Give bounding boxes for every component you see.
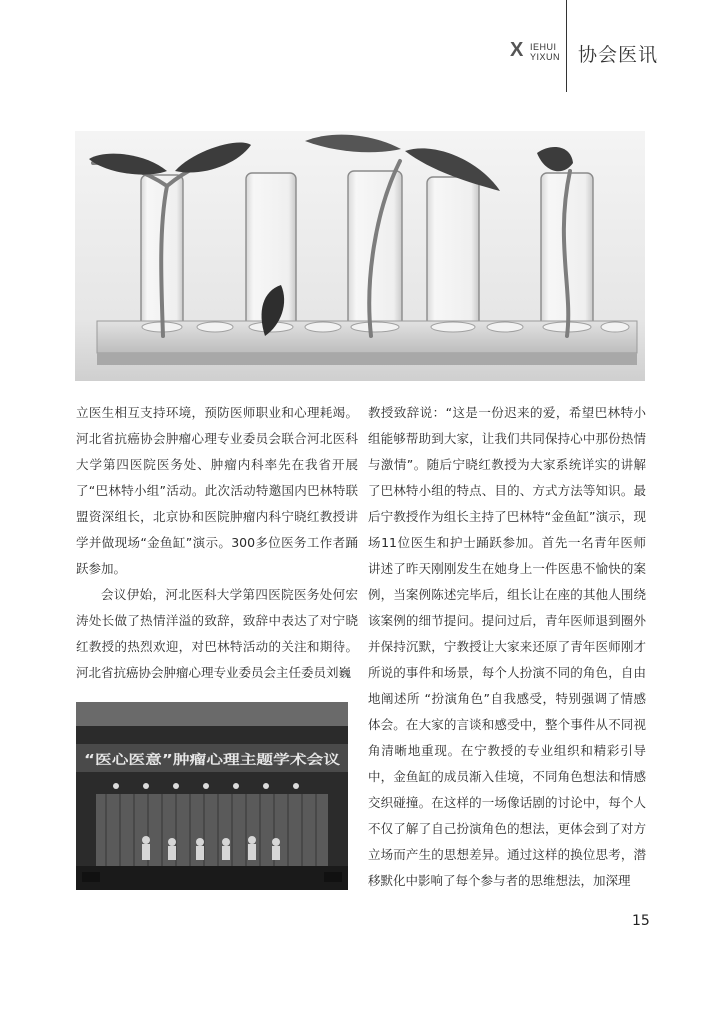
left-text-column xyxy=(76,400,358,686)
logo-bottom-text: YIXUN xyxy=(530,52,561,62)
logo-top-text: IEHUI xyxy=(530,42,557,52)
magazine-logo xyxy=(510,38,566,78)
page-number: 15 xyxy=(632,913,650,929)
logo-letter: X xyxy=(510,39,524,61)
section-title: 协会医讯 xyxy=(578,44,659,66)
right-text-column xyxy=(368,400,646,894)
banner-text: “医心医意”肿瘤心理主题学术会议 xyxy=(84,753,284,768)
right-paragraph-1: 教授致辞说：“这是一份迟来的爱，希望巴林特小组能够帮助到大家，让我们共同保持心中那份热情与激情”。随后宁晓红教授为大家系统详实的讲解了巴林特小组的特点、目的、方式方法等知识。最后宁教授作为组长主持了巴林特“金鱼缸”演示，现场11位医生和护士踊跃参加。首先一名青年医师讲述了昨天刚刚发生在她身上一件医患不愉快的案例，当案例陈述完毕后，组长让在座的其他人围绕该案例的细节提问。提问过后，青年医师退到圈外并保持沉默，宁教授让大家来还原了青年医师刚才所说的事件和场景，每个人扮演不同的角色，自由地阐述所 “扮演角色”自我感受，特别强调了情感体会。在大家的言谈和感受中，整个事件从不同视角清晰地重现。在宁教授的专业组织和精彩引导中，金鱼缸的成员渐入佳境，不同角色想法和情感交织碰撞。在这样的一场像话剧的讨论中，每个人不仅了解了自己扮演角色的想法，更体会到了对方立场而产生的思想差异。通过这样的换位思考，潜移默化中影响了每个参与者的思维想法，加深理 xyxy=(368,405,646,888)
seedlings-test-tubes-photo xyxy=(75,131,645,381)
left-paragraph-1: 立医生相互支持环境，预防医师职业和心理耗竭。河北省抗癌协会肿瘤心理专业委员会联合河北医科大学第四医院医务处、肿瘤内科率先在我省开展了“巴林特小组”活动。此次活动特邀国内巴林特联盟资深组长，北京协和医院肿瘤内科宁晓红教授讲学并做现场“金鱼缸”演示。300多位医务工作者踊跃参加。 xyxy=(76,405,358,576)
left-paragraph-2: 会议伊始，河北医科大学第四医院医务处何宏涛处长做了热情洋溢的致辞，致辞中表达了对宁晓红教授的热烈欢迎，对巴林特活动的关注和期待。河北省抗癌协会肿瘤心理专业委员会主任委员刘巍 xyxy=(76,587,358,680)
conference-stage-photo xyxy=(76,702,348,890)
header-divider xyxy=(566,0,567,92)
